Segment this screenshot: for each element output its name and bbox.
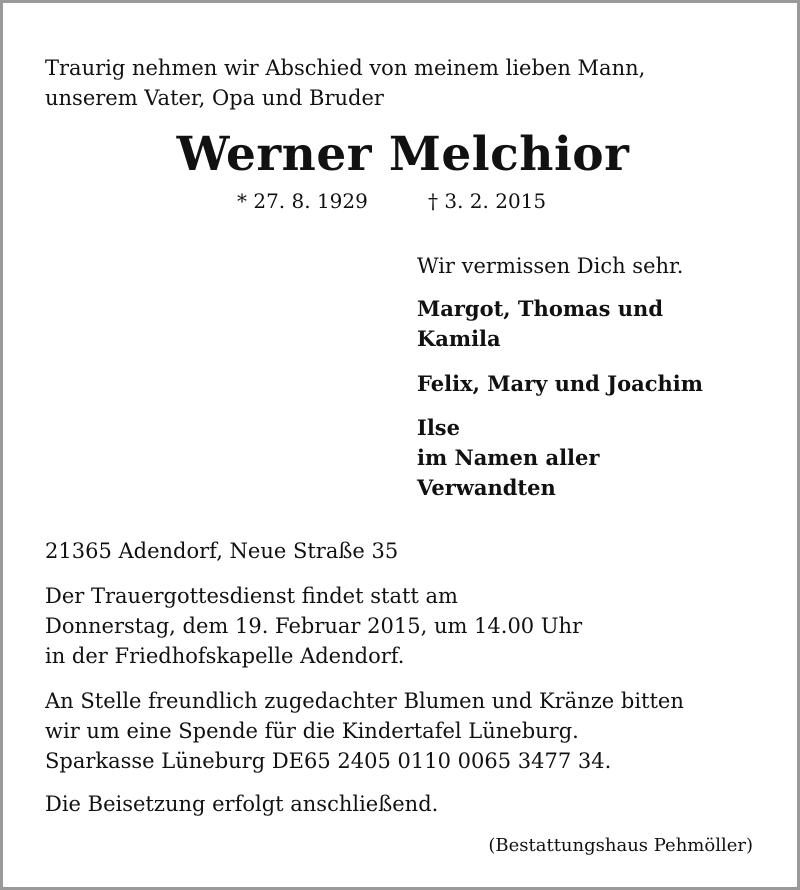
mourner-line: Felix, Mary und Joachim xyxy=(417,371,703,396)
mourner-group xyxy=(417,413,599,503)
service-info xyxy=(45,581,582,671)
mourner-line: Kamila xyxy=(417,326,501,351)
address-text: 21365 Adendorf, Neue Straße 35 xyxy=(45,539,399,563)
deceased-name: Werner Melchior xyxy=(176,127,630,182)
donation-line: An Stelle freundlich zugedachter Blumen und Kränze bitten xyxy=(45,689,684,713)
burial-info: Die Beisetzung erfolgt anschließend. xyxy=(45,792,439,816)
we-miss-you-text: Wir vermissen Dich sehr. xyxy=(417,254,684,278)
intro-text xyxy=(45,53,645,113)
service-line: Der Trauergottesdienst findet statt am xyxy=(45,584,458,608)
mourner-line: Verwandten xyxy=(417,475,556,500)
donation-line: wir um eine Spende für die Kindertafel Lüneburg. xyxy=(45,719,579,743)
death-date: † 3. 2. 2015 xyxy=(428,189,547,213)
undertaker-credit: (Bestattungshaus Pehmöller) xyxy=(488,835,753,856)
birth-date: * 27. 8. 1929 xyxy=(237,189,368,213)
service-line: Donnerstag, dem 19. Februar 2015, um 14.00 Uhr xyxy=(45,614,583,638)
mourner-group xyxy=(417,369,703,399)
donation-line: Sparkasse Lüneburg DE65 2405 0110 0065 3477 34. xyxy=(45,749,612,773)
mourner-group xyxy=(417,294,663,354)
mourner-line: im Namen aller xyxy=(417,445,600,470)
intro-line: unserem Vater, Opa und Bruder xyxy=(45,86,384,110)
mourner-line: Margot, Thomas und xyxy=(417,296,664,321)
mourner-line: Ilse xyxy=(417,415,460,440)
service-line: in der Friedhofskapelle Adendorf. xyxy=(45,644,405,668)
donation-info xyxy=(45,686,684,776)
intro-line: Traurig nehmen wir Abschied von meinem lieben Mann, xyxy=(45,56,646,80)
